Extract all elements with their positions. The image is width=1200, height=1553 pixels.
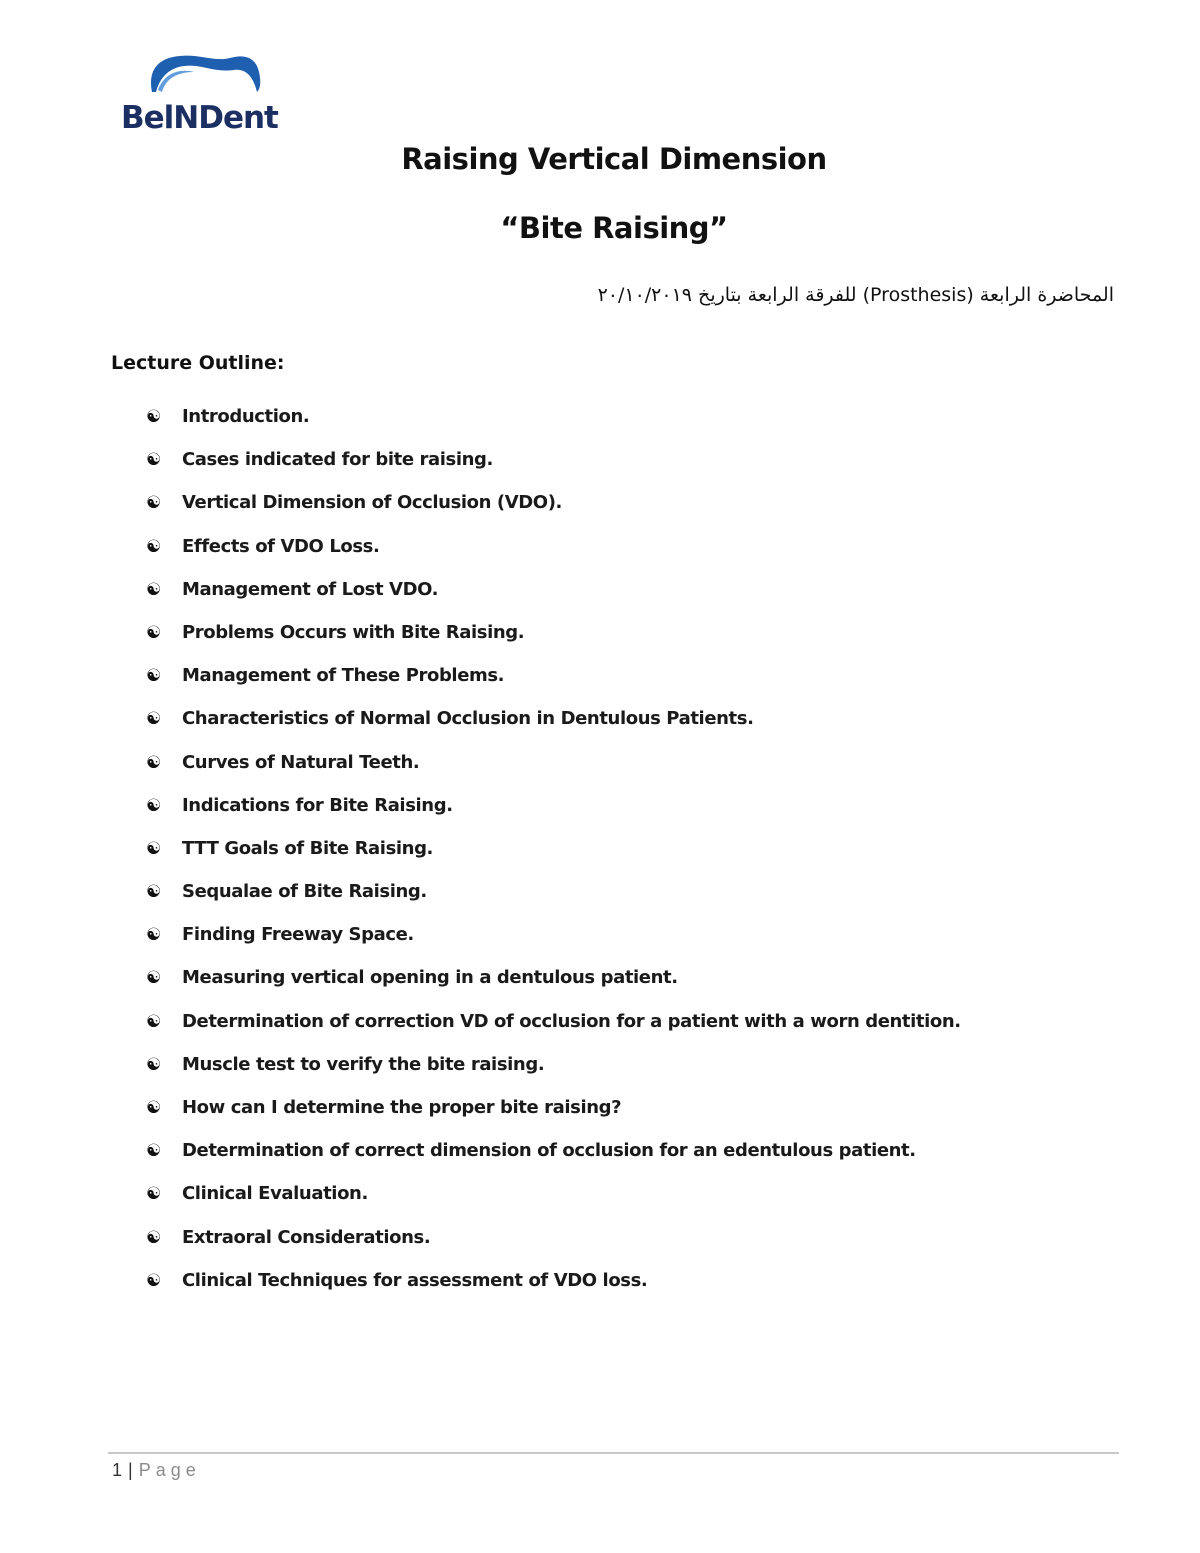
yin-yang-icon: ☯	[146, 450, 162, 470]
outline-item-text: Curves of Natural Teeth.	[182, 751, 420, 773]
outline-item	[146, 1181, 1146, 1224]
lecture-info-arabic: المحاضرة الرابعة (Prosthesis) للفرقة الرابعة بتاريخ ٢٠/١٠/٢٠١٩	[597, 284, 1114, 306]
outline-item-text: Effects of VDO Loss.	[182, 535, 380, 557]
outline-item-text: Characteristics of Normal Occlusion in Dentulous Patients.	[182, 708, 754, 730]
yin-yang-icon: ☯	[146, 493, 162, 513]
outline-item-text: Clinical Evaluation.	[182, 1183, 368, 1205]
outline-item-text: Extraoral Considerations.	[182, 1226, 431, 1248]
page-number: 1	[112, 1460, 123, 1480]
outline-item	[146, 750, 1146, 793]
outline-item-text: Management of Lost VDO.	[182, 578, 439, 600]
outline-item-text: TTT Goals of Bite Raising.	[182, 837, 433, 859]
outline-item-text: Problems Occurs with Bite Raising.	[182, 621, 525, 643]
outline-item-text: Management of These Problems.	[182, 665, 505, 687]
outline-item-text: How can I determine the proper bite raising?	[182, 1097, 622, 1118]
outline-item	[146, 706, 1146, 749]
outline-item-text: Vertical Dimension of Occlusion (VDO).	[182, 492, 562, 514]
yin-yang-icon: ☯	[146, 579, 162, 599]
document-subtitle: “Bite Raising”	[500, 211, 728, 245]
outline-item	[146, 1009, 1146, 1052]
document-title: Raising Vertical Dimension	[401, 142, 827, 176]
outline-item-text: Introduction.	[182, 406, 310, 427]
yin-yang-icon: ☯	[146, 1141, 162, 1161]
yin-yang-icon: ☯	[146, 709, 162, 729]
outline-item	[146, 577, 1146, 620]
yin-yang-icon: ☯	[146, 1054, 162, 1074]
yin-yang-icon: ☯	[146, 1011, 162, 1031]
yin-yang-icon: ☯	[146, 1227, 162, 1247]
yin-yang-icon: ☯	[146, 882, 162, 902]
outline-item	[146, 879, 1146, 922]
yin-yang-icon: ☯	[146, 666, 162, 686]
outline-item	[146, 663, 1146, 706]
outline-item	[146, 1225, 1146, 1268]
svg-text:BelNDent: BelNDent	[121, 100, 278, 135]
yin-yang-icon: ☯	[146, 536, 162, 556]
outline-item-text: Determination of correction VD of occlusion for a patient with a worn dentition.	[182, 1010, 961, 1032]
outline-item	[146, 793, 1146, 836]
outline-item	[146, 1268, 1146, 1311]
belndent-logo	[118, 50, 293, 135]
yin-yang-icon: ☯	[146, 1098, 162, 1117]
outline-item-text: Finding Freeway Space.	[182, 924, 414, 946]
outline-item-text: Muscle test to verify the bite raising.	[182, 1053, 545, 1075]
outline-item	[146, 1095, 1146, 1138]
yin-yang-icon: ☯	[146, 407, 162, 426]
outline-item-text: Sequalae of Bite Raising.	[182, 881, 427, 903]
outline-list	[146, 404, 1146, 1311]
outline-item-text: Measuring vertical opening in a dentulous patient.	[182, 967, 678, 989]
outline-item-text: Determination of correct dimension of occlusion for an edentulous patient.	[182, 1140, 916, 1162]
outline-item	[146, 620, 1146, 663]
outline-item	[146, 447, 1146, 490]
tooth-logo-icon	[118, 50, 293, 135]
outline-item-text: Indications for Bite Raising.	[182, 794, 453, 816]
outline-heading: Lecture Outline:	[111, 352, 285, 374]
outline-item	[146, 1138, 1146, 1181]
footer-separator: |	[128, 1460, 133, 1480]
outline-item	[146, 1052, 1146, 1095]
page-label: Page	[138, 1460, 201, 1480]
outline-item	[146, 534, 1146, 577]
yin-yang-icon: ☯	[146, 1184, 162, 1204]
footer-divider	[108, 1452, 1119, 1454]
yin-yang-icon: ☯	[146, 968, 162, 988]
yin-yang-icon: ☯	[146, 925, 162, 945]
page-footer	[112, 1460, 201, 1481]
yin-yang-icon: ☯	[146, 622, 162, 642]
yin-yang-icon: ☯	[146, 795, 162, 815]
yin-yang-icon: ☯	[146, 1270, 162, 1290]
yin-yang-icon: ☯	[146, 752, 162, 772]
outline-item	[146, 922, 1146, 965]
yin-yang-icon: ☯	[146, 838, 162, 858]
outline-item	[146, 404, 1146, 447]
outline-item	[146, 965, 1146, 1008]
outline-item-text: Clinical Techniques for assessment of VDO loss.	[182, 1269, 648, 1291]
outline-item	[146, 490, 1146, 533]
outline-item-text: Cases indicated for bite raising.	[182, 449, 493, 471]
outline-item	[146, 836, 1146, 879]
